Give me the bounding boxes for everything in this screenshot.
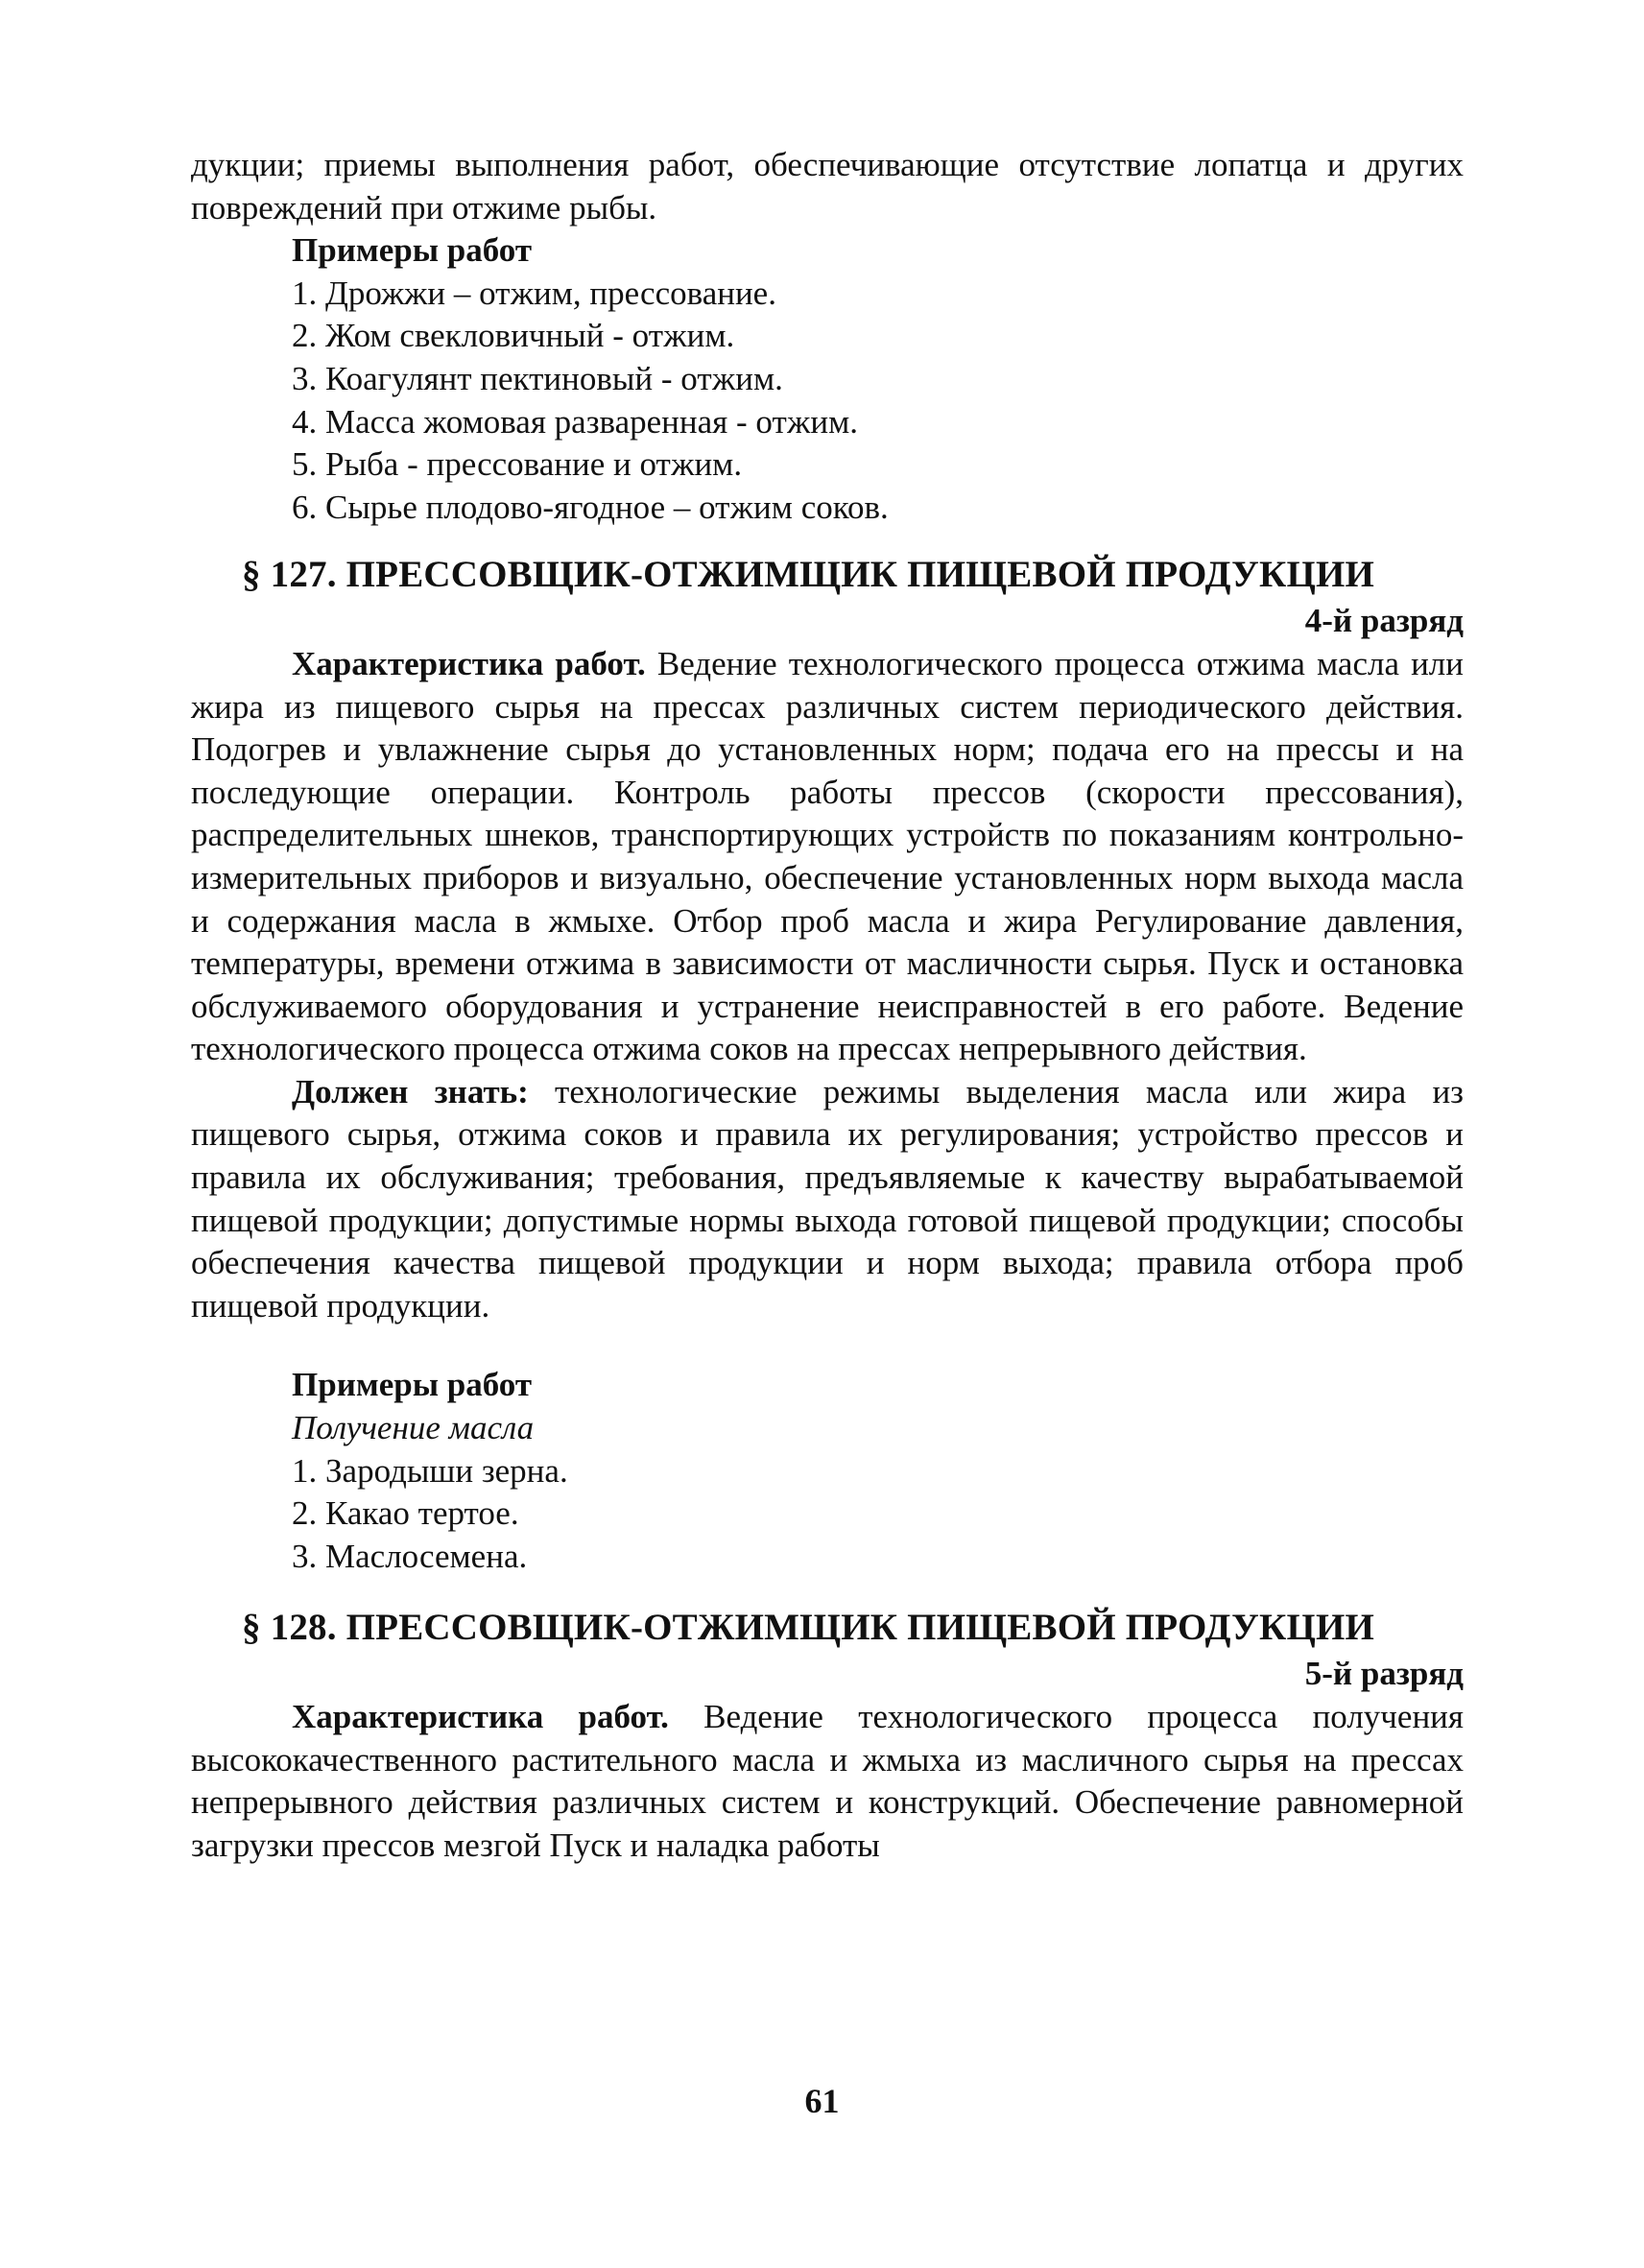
list-item: 1. Дрожжи – отжим, прессование. xyxy=(292,274,776,312)
intro-examples-heading: Примеры работ xyxy=(292,231,533,270)
list-item: 3. Маслосемена. xyxy=(292,1537,528,1575)
section-127-title: § 127. ПРЕССОВЩИК-ОТЖИМЩИК ПИЩЕВОЙ ПРОДУКЦИИ xyxy=(242,554,1375,596)
list-item: 4. Масса жомовая разваренная - отжим. xyxy=(292,402,858,441)
characteristics-label: Характеристика работ. xyxy=(292,644,646,682)
section-128-title: § 128. ПРЕССОВЩИК-ОТЖИМЩИК ПИЩЕВОЙ ПРОДУКЦИИ xyxy=(242,1607,1375,1649)
document-page xyxy=(191,144,1464,1867)
characteristics-text: Ведение технологического процесса отжима масла или жира из пищевого сырья на прессах различных систем периодического действия. Подогрев и увлажнение сырья до установленных норм; подача его на прессы и на последующие операции. Контроль работы прессов (скорости прессования), распределительных шнеков, транспортирующих устройств по показаниям контрольно-измерительных приборов и визуально, обеспечение установленных норм выхода масла и содержания масла в жмыхе. Отбор проб масла и жира Регулирование давления, температуры, времени отжима в зависимости от масличности сырья. Пуск и остановка обслуживаемого оборудования и устранение неисправностей в его работе. Ведение технологического процесса отжима соков на прессах непрерывного действия. xyxy=(191,644,1465,1068)
characteristics-text: Ведение технологического процесса получения высококачественного растительного масла и жмыха из масличного сырья на прессах непрерывного действия различных систем и конструкций. Обеспечение равномерной загрузки прессов мезгой Пуск и наладка работы xyxy=(191,1698,1465,1864)
page-number: 61 xyxy=(804,2082,840,2120)
section-127-characteristics xyxy=(191,643,1464,1071)
section-127-grade: 4-й разряд xyxy=(1304,602,1464,640)
section-127-examples-subheading: Получение масла xyxy=(292,1409,535,1447)
list-item: 2. Какао тертое. xyxy=(292,1494,519,1533)
section-128-characteristics xyxy=(191,1696,1464,1867)
list-item: 3. Коагулянт пектиновый - отжим. xyxy=(292,359,783,397)
characteristics-label: Характеристика работ. xyxy=(292,1698,669,1735)
intro-paragraph: дукции; приемы выполнения работ, обеспечивающие отсутствие лопатца и других повреждений при отжиме рыбы. xyxy=(191,146,1464,227)
section-127-knowledge xyxy=(191,1071,1464,1328)
section-127-examples-heading: Примеры работ xyxy=(292,1366,533,1404)
intro-examples-list xyxy=(191,273,1464,530)
knowledge-text: технологические режимы выделения масла или жира из пищевого сырья, отжима соков и правила их регулирования; устройство прессов и правила их обслуживания; требования, предъявляемые к качеству вырабатываемой пищевой продукции; допустимые нормы выхода готовой пищевой продукции; способы обеспечения качества пищевой продукции и норм выхода; правила отбора проб пищевой продукции. xyxy=(191,1072,1465,1325)
section-127-examples-list xyxy=(191,1450,1464,1579)
list-item: 1. Зародыши зерна. xyxy=(292,1451,568,1490)
list-item: 6. Сырье плодово-ягодное – отжим соков. xyxy=(292,488,889,526)
knowledge-label: Должен знать: xyxy=(292,1072,529,1110)
section-128-grade: 5-й разряд xyxy=(1304,1655,1464,1693)
list-item: 2. Жом свекловичный - отжим. xyxy=(292,317,735,355)
list-item: 5. Рыба - прессование и отжим. xyxy=(292,445,743,484)
